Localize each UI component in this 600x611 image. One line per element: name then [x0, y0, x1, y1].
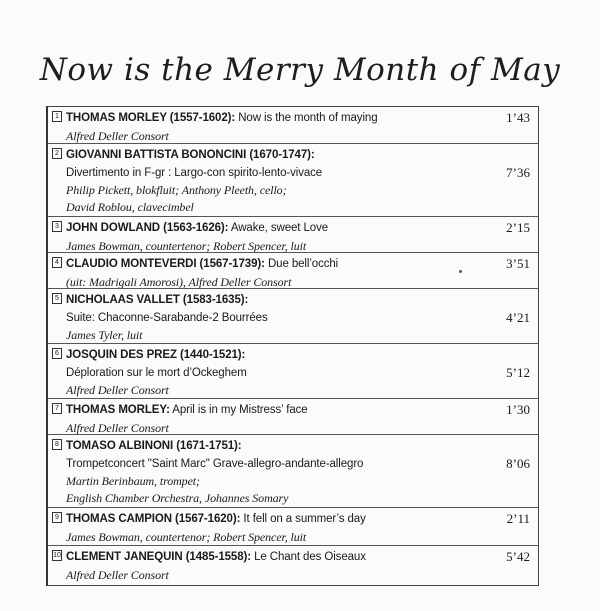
track-number: 8 — [52, 439, 62, 450]
track-performer: James Bowman, countertenor; Robert Spencer, luit — [66, 530, 307, 544]
track-number: 10 — [53, 552, 61, 559]
track-3 — [48, 216, 538, 252]
track-7 — [48, 398, 538, 434]
track-performer: Alfred Deller Consort — [66, 129, 169, 143]
track-8 — [48, 434, 538, 507]
track-number: 6 — [52, 348, 62, 359]
track-performer: James Tyler, luit — [66, 328, 143, 342]
track-composer: JOSQUIN DES PREZ (1440-1521): — [66, 349, 246, 361]
track-work: Awake, sweet Love — [228, 222, 329, 234]
track-composer: NICHOLAAS VALLET (1583-1635): — [66, 294, 249, 306]
page-title: Now is the Merry Month of May — [39, 52, 561, 88]
track-duration: 3’51 — [506, 256, 530, 271]
track-2 — [48, 143, 538, 216]
track-duration: 8’06 — [506, 456, 530, 471]
track-composer: GIOVANNI BATTISTA BONONCINI (1670-1747): — [66, 149, 315, 161]
track-performer: Alfred Deller Consort — [66, 421, 169, 435]
track-number: 5 — [52, 293, 62, 304]
track-work-line: Suite: Chaconne-Sarabande-2 Bourrées — [66, 312, 268, 324]
track-9 — [48, 507, 538, 545]
track-number: 3 — [52, 221, 62, 232]
track-performer: David Roblou, clavecimbel — [66, 200, 194, 214]
track-work: It fell on a summer’s day — [240, 513, 366, 525]
track-work-line: Trompetconcert "Saint Marc" Grave-allegro-andante-allegro — [66, 458, 364, 470]
track-duration: 1’43 — [506, 110, 530, 125]
track-composer: CLEMENT JANEQUIN (1485-1558): — [66, 551, 251, 563]
track-duration: 7’36 — [506, 165, 530, 180]
track-performer: James Bowman, countertenor; Robert Spencer, luit — [66, 239, 307, 253]
track-composer: TOMASO ALBINONI (1671-1751): — [66, 440, 242, 452]
track-duration: 1’30 — [506, 402, 530, 417]
track-duration: 4’21 — [506, 310, 530, 325]
track-number: 9 — [52, 512, 62, 523]
track-composer: THOMAS MORLEY (1557-1602): — [66, 112, 236, 124]
track-duration: 5’42 — [506, 549, 530, 564]
track-6 — [48, 343, 538, 398]
track-composer: THOMAS CAMPION (1567-1620): — [66, 513, 241, 525]
print-speck — [459, 270, 462, 273]
track-work-line: Déploration sur le mort d’Ockeghem — [66, 367, 247, 379]
track-number: 2 — [52, 148, 62, 159]
track-number: 1 — [52, 111, 62, 122]
track-performer: Alfred Deller Consort — [66, 383, 169, 397]
track-10 — [48, 545, 538, 586]
track-work-line: Divertimento in F-gr : Largo-con spirito-lento-vivace — [66, 167, 323, 179]
track-composer: CLAUDIO MONTEVERDI (1567-1739): — [66, 258, 265, 270]
track-work: Le Chant des Oiseaux — [250, 551, 366, 563]
track-1 — [48, 107, 538, 143]
tracklist — [46, 106, 539, 586]
track-work: Due bell’occhi — [264, 258, 339, 270]
track-composer: THOMAS MORLEY: — [66, 404, 170, 416]
track-number: 7 — [52, 403, 62, 414]
track-duration: 2’11 — [506, 511, 530, 526]
track-duration: 5’12 — [506, 365, 530, 380]
track-duration: 2’15 — [506, 220, 530, 235]
track-5 — [48, 288, 538, 343]
track-performer: Martin Berinbaum, trompet; — [66, 474, 200, 488]
track-work: April is in my Mistress’ face — [169, 404, 308, 416]
track-performer: Alfred Deller Consort — [66, 568, 169, 582]
track-number: 4 — [52, 257, 62, 268]
track-performer: Philip Pickett, blokfluit; Anthony Pleeth, cello; — [66, 183, 287, 197]
track-composer: JOHN DOWLAND (1563-1626): — [66, 222, 229, 234]
track-4 — [48, 252, 538, 288]
track-performer: (uit: Madrigali Amorosi), Alfred Deller Consort — [66, 275, 292, 289]
track-work: Now is the month of maying — [235, 112, 378, 124]
track-performer: English Chamber Orchestra, Johannes Somary — [66, 491, 289, 505]
